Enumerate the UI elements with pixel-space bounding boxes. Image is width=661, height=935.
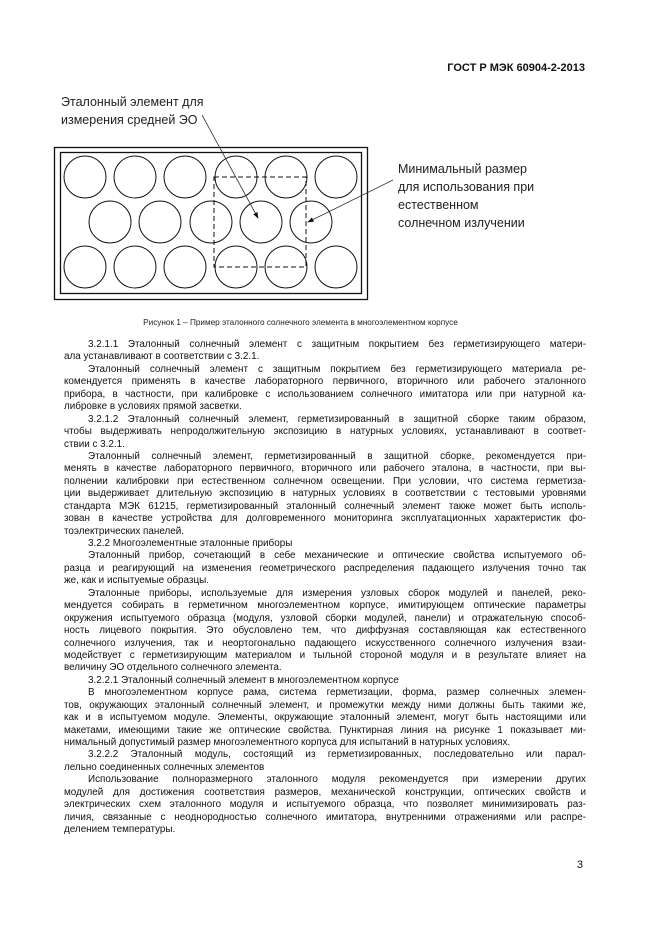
paragraph-first-line: Эталонный солнечный элемент с защитным покрытием без герметизирующего материала ре- [88,363,586,375]
solar-cell [164,156,206,198]
label-line: Минимальный размер [398,162,527,176]
text-line: комендуется применять в качестве лабораторного первичного, вторичного или рабочего эталонного [64,376,586,388]
figure-caption: Рисунок 1 – Пример эталонного солнечного элемента в многоэлементном корпусе [143,318,458,327]
text-line: чтобы выдерживать непродолжительную экспозицию в натурных условиях, устанавливают в соответ- [64,426,586,438]
arrow-reference-cell [202,115,258,218]
document-header-id: ГОСТ Р МЭК 60904-2-2013 [447,62,585,74]
minimum-size-dashed-outline [214,177,306,267]
text-line: модулей для достижения соответствия размеров, механической конструкции, оптических свойств и [64,786,586,798]
paragraph-first-line: 3.2.1.2 Эталонный солнечный элемент, герметизированный в защитной сборке таким образом, [88,413,586,425]
text-line: же, как и испытуемые образцы. [64,575,209,587]
solar-cell [114,156,156,198]
solar-cell [290,201,332,243]
text-line: электрических схем эталонного модуля и испытуемого образца, что позволяет минимизировать раз- [64,799,586,811]
text-line: тоэлектрических панелей. [64,525,185,537]
label-line: измерения средней ЭО [61,113,198,127]
paragraph-first-line: Эталонный прибор, сочетающий в себе механические и оптические свойства испытуемого об- [88,550,586,562]
text-line: лельно соединенных солнечных элементов [64,761,265,773]
text-line: модействует с герметизирующим материалом и тыльной стороной модуля и в результате влияет на [64,649,586,661]
text-line: зован в качестве устройства для долговременного мониторинга эксплуатационных характеристик фо- [64,513,586,525]
paragraph-first-line: 3.2.1.1 Эталонный солнечный элемент с защитным покрытием без герметизирующего матери- [88,339,586,350]
text-line: либровке в условиях прямой засветки. [64,401,242,413]
paragraph-first-line: 3.2.2.2 Эталонный модуль, состоящий из герметизированных, последовательно или парал- [88,749,586,761]
paragraph-first-line: Использование полноразмерного эталонного модуля рекомендуется при измерении других [88,774,586,786]
solar-cell [240,201,282,243]
text-line: величину ЭО отдельного солнечного элемента. [64,662,282,674]
text-line: прибора, в частности, при калибровке с использованием солнечного имитатора или при натурной ка- [64,388,586,400]
text-line: тов, окружающих эталонный солнечный элемент, и промежутки между ними должны быть такими же, [64,699,586,711]
solar-cell [164,246,206,288]
text-line: личия, связанные с неоднородностью солнечного имитатора, внутренними отражениями или распре- [64,811,586,823]
paragraph-first-line: 3.2.2.1 Эталонный солнечный элемент в многоэлементном корпусе [88,674,399,686]
label-line: Эталонный элемент для [61,95,204,109]
text-line: полнении калибровки при естественном солнечном освещении. При условии, что система герметиза- [64,475,586,487]
solar-cell [64,246,106,288]
solar-cell [315,246,357,288]
text-line: ствии с 3.2.1. [64,438,125,450]
solar-cell [114,246,156,288]
solar-cell [315,156,357,198]
document-body-text [64,339,586,837]
text-line: окружения испытуемого образца (модуля, узловой сборки модулей, панели) и отражательную способ- [64,612,586,624]
text-line: макетами, имеющими такие же оптические свойства. Пунктирная линия на рисунке 1 показывает ми- [64,724,586,736]
paragraph-first-line: 3.2.2 Многоэлементные эталонные приборы [88,538,293,549]
text-line: менять в качестве лабораторного первичного, вторичного или рабочего эталона, в частности, при вы- [64,463,586,475]
text-line: разца и реагирующий на изменения геометрического распределения падающего излучения точно так [64,562,586,574]
solar-cell [139,201,181,243]
text-line: ала устанавливают в соответствии с 3.2.1. [64,351,260,363]
label-line: для использования при [398,180,535,194]
text-line: ции выдерживает длительную экспозицию в натурных условиях в соответствии с тестовыми уровнями [64,488,586,500]
label-line: естественном [398,198,479,212]
figure-multicell-package-diagram [0,0,661,330]
arrow-minimum-size [308,180,393,222]
text-line: стандарта МЭК 61215, герметизированный эталонный солнечный элемент также может быть исполь- [64,500,586,512]
text-line: ность лицевого покрытия. Это обусловлено тем, что диффузная составляющая как естественного [64,625,586,637]
text-line: делением температуры. [64,824,176,836]
page-number: 3 [576,859,583,871]
text-line: солнечного излучения, так и неортогонально падающего искусственного солнечного излучения взаи- [64,637,586,649]
paragraph-first-line: Эталонный солнечный элемент, герметизированный в защитной сборке, рекомендуется при- [88,450,586,462]
solar-cell [89,201,131,243]
solar-cell [190,201,232,243]
outer-frame [55,148,368,300]
solar-cell [64,156,106,198]
paragraph-first-line: Эталонные приборы, используемые для измерения узловых сборок модулей и панелей, реко- [88,587,586,599]
text-line: нимальный допустимый размер многоэлементного корпуса для испытаний в натурных условиях. [64,737,511,748]
text-line: мендуется собирать в герметичном многоэлементном корпусе, имитирующем оптические параметры [64,600,586,612]
label-line: солнечном излучении [398,216,525,230]
paragraph-first-line: В многоэлементном корпусе рама, система герметизации, форма, размер солнечных элемен- [88,687,586,699]
text-line: как и в испытуемом модуле. Элементы, окружающие эталонный элемент, могут быть настоящими или [64,712,586,724]
